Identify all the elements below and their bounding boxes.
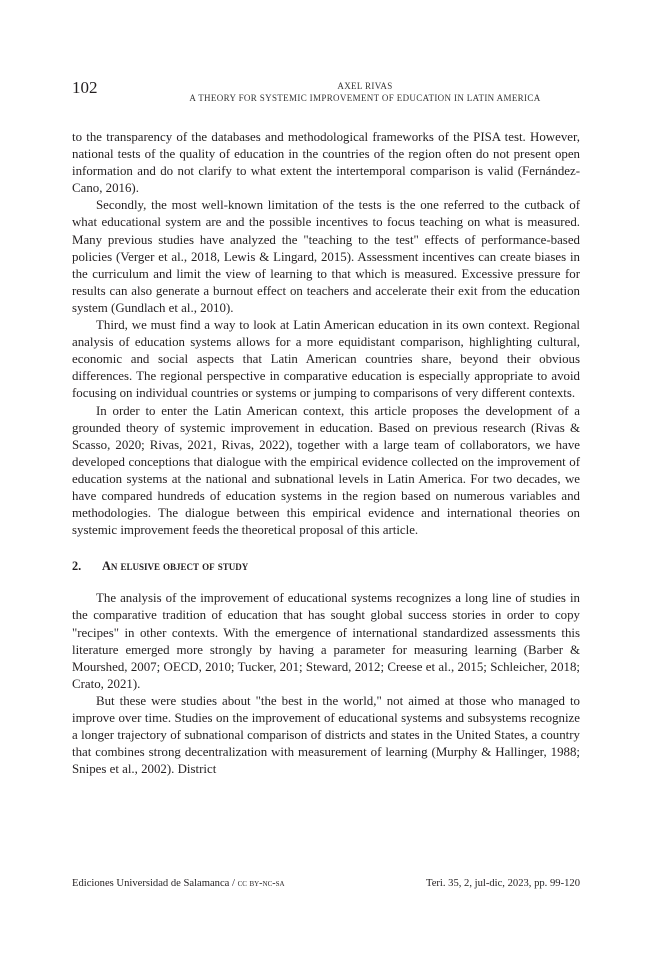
footer-citation: Teri. 35, 2, jul-dic, 2023, pp. 99-120	[425, 878, 580, 889]
paragraph: to the transparency of the databases and methodological frameworks of the PISA test. However, national tests of the quality of education in the countries of the region often do not present open information and do not clarify to what extent the intertemporal comparison is valid (Fernández-Cano, 2016).	[72, 130, 580, 196]
publisher-name: Ediciones Universidad de Salamanca /	[72, 878, 238, 889]
paragraph: The analysis of the improvement of educational systems recognizes a long line of studies in the comparative tradition of education that has sought global success stories in order to copy "recipes" in other contexts. With the emergence of international standardized assessments this literature emerged more strongly by having a parameter for measuring learning (Barber & Mourshed, 2007; OECD, 2010; Tucker, 201; Steward, 2012; Creese et al., 2015; Schleicher, 2018; Crato, 2021).	[72, 591, 580, 691]
page-number: 102	[72, 78, 98, 97]
running-head	[150, 80, 580, 104]
paragraph: In order to enter the Latin American context, this article proposes the development of a grounded theory of systemic improvement in education. Based on previous research (Rivas & Scasso, 2020; Rivas, 2021, Rivas, 2022), together with a large team of collaborators, we have developed conceptions that dialogue with the empirical evidence collected on the improvement of education systems at the national and subnational levels in Latin America. For two decades, we have compared hundreds of education systems in the region based on numerous variables and methodologies. The dialogue between this empirical evidence and international theories on systemic improvement feeds the theoretical proposal of this article.	[72, 403, 580, 538]
paragraph: Third, we must find a way to look at Latin American education in its own context. Regional analysis of education systems allows for a more equidistant comparison, highlighting cultural, economic and social aspects that Latin American countries share, beyond their obvious differences. The regional perspective in comparative education is especially appropriate to avoid focusing on individual countries or systems or jumping to comparisons of very different contexts.	[72, 318, 580, 401]
license-label: cc by-nc-sa	[237, 878, 285, 889]
paragraph: But these were studies about "the best in the world," not aimed at those who managed to improve over time. Studies on the improvement of educational systems and subsystems recognize a longer trajectory of subnational comparison of districts and states in the United States, a country that combines strong decentralization with measurement of learning (Murphy & Hallinger, 1988; Snipes et al., 2002). District	[72, 693, 580, 777]
running-head-author: AXEL RIVAS	[337, 81, 393, 91]
footer-publisher	[72, 878, 285, 889]
section-title: An elusive object of study	[102, 559, 249, 574]
section-number: 2.	[72, 559, 82, 574]
running-head-title: A THEORY FOR SYSTEMIC IMPROVEMENT OF EDUCATION IN LATIN AMERICA	[189, 93, 541, 103]
section-heading	[72, 558, 580, 575]
body-text	[72, 129, 580, 778]
paragraph: Secondly, the most well-known limitation of the tests is the one referred to the cutback of what educational system are and the possible incentives to focus teaching on what is measured. Many previous studies have analyzed the "teaching to the test" effects of performance-based policies (Verger et al., 2018, Lewis & Lingard, 2015). Assessment incentives can create biases in the curriculum and limit the view of learning to that which is measured. Excessive pressure for results can also generate a burnout effect on teachers and accelerate their exit from the education system (Gundlach et al., 2010).	[72, 198, 580, 315]
